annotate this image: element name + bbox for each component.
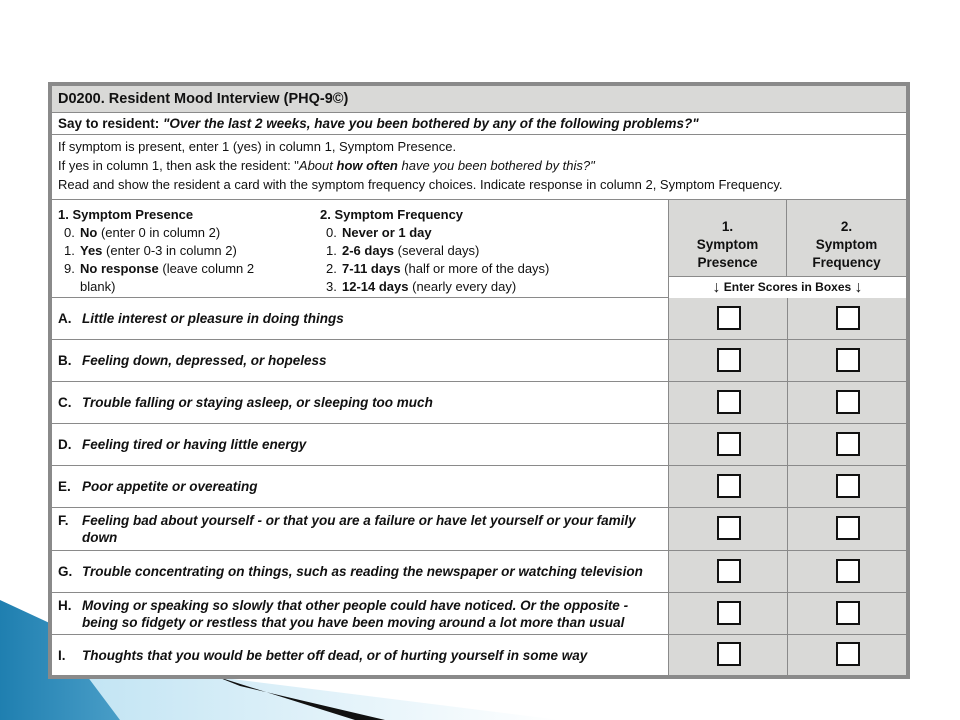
question-letter: H. <box>58 597 72 613</box>
question-text <box>58 551 658 592</box>
question-letter: C. <box>58 395 72 410</box>
frequency-cell <box>787 382 906 423</box>
presence-cell <box>668 466 787 507</box>
frequency-cell <box>787 593 906 634</box>
presence-item: 9. No response (leave column 2 <box>64 261 255 276</box>
presence-cell <box>668 382 787 423</box>
section-title-row <box>52 86 906 113</box>
question-row <box>52 382 906 424</box>
frequency-score-box[interactable] <box>836 390 860 414</box>
presence-item: blank) <box>80 279 116 294</box>
frequency-heading: 2. Symptom Frequency <box>320 207 464 222</box>
frequency-score-box[interactable] <box>836 432 860 456</box>
presence-cell <box>668 298 787 339</box>
frequency-cell <box>787 551 906 592</box>
question-label: Feeling bad about yourself - or that you are a failure or have let yourself or your family down <box>82 513 636 545</box>
frequency-cell <box>787 466 906 507</box>
column-header-symptom-presence: 1. Symptom Presence <box>668 200 787 276</box>
question-row <box>52 635 906 675</box>
question-label: Thoughts that you would be better off dead, or of hurting yourself in some way <box>82 647 588 663</box>
question-letter: F. <box>58 513 69 528</box>
presence-cell <box>668 551 787 592</box>
frequency-item: 3. 12-14 days (nearly every day) <box>326 279 517 294</box>
say-to-resident-row <box>52 113 906 135</box>
mood-interview-form <box>48 82 910 679</box>
frequency-item: 0. Never or 1 day <box>326 225 432 240</box>
frequency-legend <box>320 206 660 296</box>
frequency-item: 2. 7-11 days (half or more of the days) <box>326 261 550 276</box>
frequency-cell <box>787 508 906 550</box>
presence-heading: 1. Symptom Presence <box>58 207 194 222</box>
instruction-line-2: If yes in column 1, then ask the resident: "About how often have you been bothered by this?" <box>58 158 595 173</box>
question-label: Moving or speaking so slowly that other people could have noticed. Or the opposite - being so fidgety or restless that you have been moving around a lot more than usual <box>82 597 629 630</box>
instruction-line-3: Read and show the resident a card with the symptom frequency choices. Indicate response in column 2, Symptom Frequency. <box>58 177 783 192</box>
presence-cell <box>668 424 787 465</box>
presence-legend <box>58 206 338 296</box>
question-text <box>58 382 658 423</box>
question-label: Feeling down, depressed, or hopeless <box>82 353 327 368</box>
question-text <box>58 340 658 381</box>
presence-cell <box>668 340 787 381</box>
presence-score-box[interactable] <box>717 474 741 498</box>
question-text <box>58 424 658 465</box>
instruction-line-1: If symptom is present, enter 1 (yes) in column 1, Symptom Presence. <box>58 139 457 154</box>
question-row <box>52 508 906 551</box>
question-label: Trouble falling or staying asleep, or sleeping too much <box>82 395 433 410</box>
frequency-item: 1. 2-6 days (several days) <box>326 243 480 258</box>
question-label: Trouble concentrating on things, such as reading the newspaper or watching television <box>82 564 643 579</box>
question-row <box>52 340 906 382</box>
question-label: Feeling tired or having little energy <box>82 437 307 452</box>
frequency-score-box[interactable] <box>836 306 860 330</box>
question-text <box>58 298 658 339</box>
presence-score-box[interactable] <box>717 601 741 625</box>
presence-score-box[interactable] <box>717 559 741 583</box>
question-letter: D. <box>58 437 72 452</box>
frequency-score-box[interactable] <box>836 559 860 583</box>
say-quote: "Over the last 2 weeks, have you been bothered by any of the following problems?" <box>163 116 699 131</box>
question-label: Poor appetite or overeating <box>82 479 258 494</box>
presence-score-box[interactable] <box>717 348 741 372</box>
arrow-down-icon: ↓ <box>854 278 863 296</box>
presence-score-box[interactable] <box>717 642 741 666</box>
score-columns-header <box>668 200 906 298</box>
presence-cell <box>668 593 787 634</box>
presence-item: 0. No (enter 0 in column 2) <box>64 225 221 240</box>
frequency-cell <box>787 635 906 675</box>
frequency-score-box[interactable] <box>836 474 860 498</box>
frequency-score-box[interactable] <box>836 348 860 372</box>
presence-score-box[interactable] <box>717 306 741 330</box>
question-letter: G. <box>58 564 73 579</box>
presence-item: 1. Yes (enter 0-3 in column 2) <box>64 243 237 258</box>
question-row <box>52 551 906 593</box>
question-text <box>58 635 658 675</box>
question-text <box>58 508 658 550</box>
question-letter: E. <box>58 479 71 494</box>
question-text <box>58 466 658 507</box>
question-text <box>58 593 658 634</box>
enter-scores-label: ↓ Enter Scores in Boxes ↓ <box>668 276 906 298</box>
frequency-score-box[interactable] <box>836 516 860 540</box>
question-row <box>52 593 906 635</box>
question-letter: B. <box>58 353 72 368</box>
instructions-block <box>52 135 906 200</box>
arrow-down-icon: ↓ <box>712 278 721 296</box>
question-row <box>52 298 906 340</box>
presence-score-box[interactable] <box>717 432 741 456</box>
presence-cell <box>668 508 787 550</box>
question-row <box>52 424 906 466</box>
frequency-cell <box>787 424 906 465</box>
question-letter: I. <box>58 647 66 663</box>
frequency-cell <box>787 298 906 339</box>
column-header-symptom-frequency: 2. Symptom Frequency <box>812 219 881 270</box>
presence-score-box[interactable] <box>717 516 741 540</box>
frequency-cell <box>787 340 906 381</box>
question-letter: A. <box>58 311 72 326</box>
presence-cell <box>668 635 787 675</box>
question-label: Little interest or pleasure in doing things <box>82 311 344 326</box>
frequency-score-box[interactable] <box>836 601 860 625</box>
presence-score-box[interactable] <box>717 390 741 414</box>
say-prefix: Say to resident: <box>58 116 164 131</box>
section-title: D0200. Resident Mood Interview (PHQ-9©) <box>58 91 349 107</box>
frequency-score-box[interactable] <box>836 642 860 666</box>
question-row <box>52 466 906 508</box>
